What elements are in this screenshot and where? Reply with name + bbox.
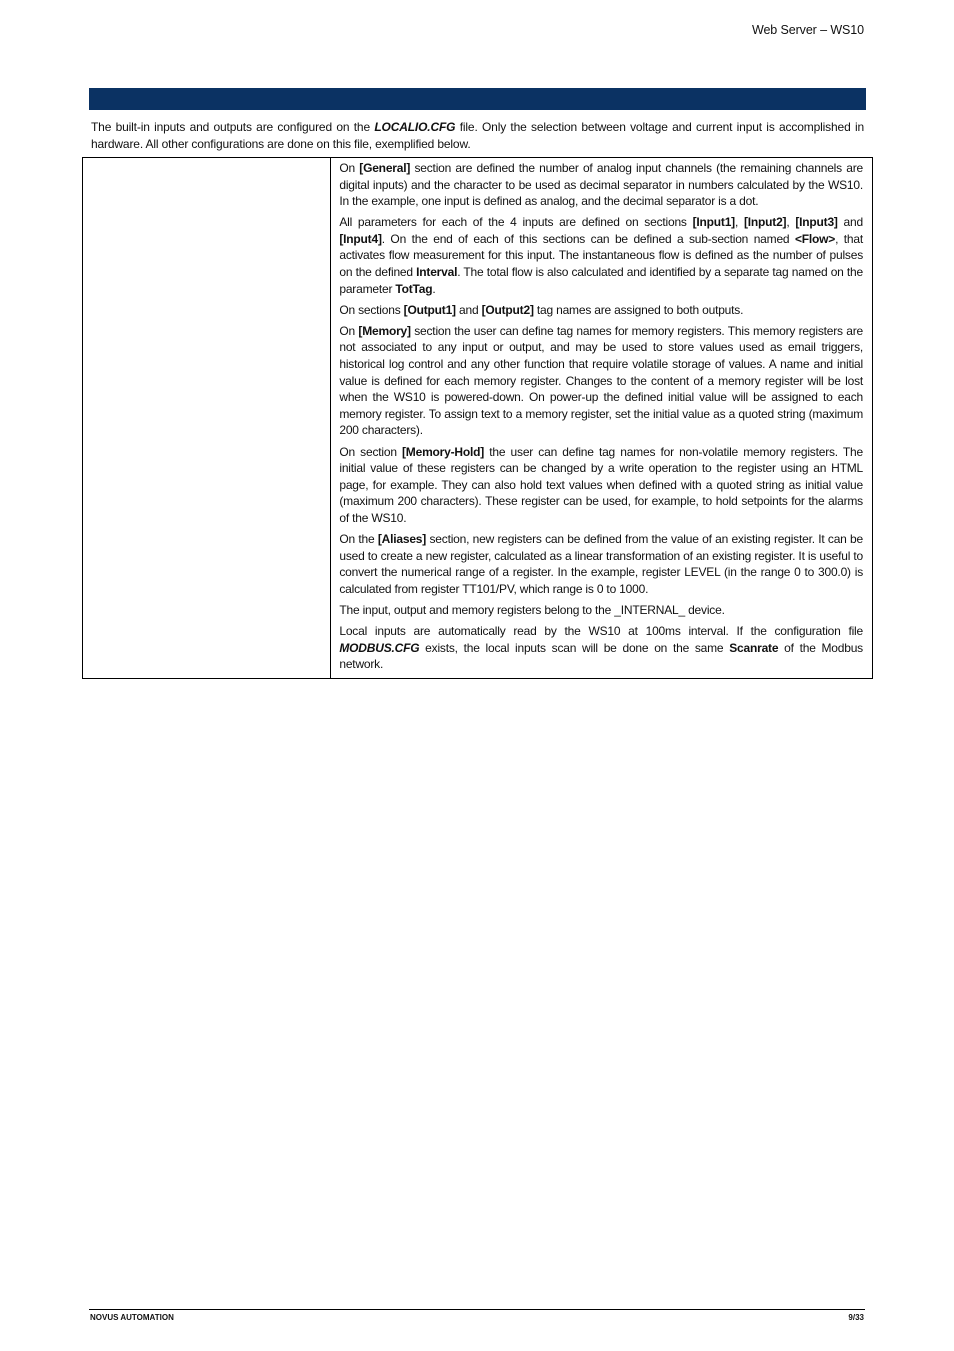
description-column: [331, 158, 872, 678]
keyword-aliases: [Aliases]: [377, 531, 427, 546]
keyword-input3: [Input3]: [795, 215, 838, 230]
text: On the: [339, 531, 378, 546]
text: On sections: [339, 302, 404, 317]
text: the user can define tag names for non-volatile memory registers. The initial value of these registers can be changed by a write operation to the register using an HTML page, for example. They can also hold text values when defined with a quoted string as initial value (maximum 200 characters). These register can be used, for example, to hold setpoints for the alarms of the WS10.: [339, 444, 863, 525]
keyword-memory-hold: [Memory-Hold]: [402, 444, 485, 459]
text: of the Modbus network.: [339, 640, 863, 672]
inputs-paragraph: [339, 214, 863, 297]
text: . The total flow is also calculated and identified by a separate tag named on the parameter: [339, 265, 863, 296]
text: Local inputs are automatically read by the WS10 at 100ms interval. If the configuration file: [339, 623, 863, 638]
scan-paragraph: [339, 623, 863, 673]
text: and: [455, 302, 482, 317]
aliases-paragraph: [339, 531, 863, 597]
footer-page-number: 9/33: [848, 1313, 864, 1322]
text: section, new registers can be defined from the value of an existing register. It can be used to create a new register, calculated as a linear transformation of an existing register. It is useful to convert the numerical range of a register. In the example, register LEVEL (in the range 0 to 300.0) is calculated from register TT101/PV, which range is 0 to 1000.: [339, 531, 863, 596]
text: .: [432, 281, 436, 296]
filename-modbus: MODBUS.CFG: [339, 640, 420, 655]
text: tag names are assigned to both outputs.: [533, 302, 744, 317]
keyword-input2: [Input2]: [743, 215, 787, 230]
text: The input, output and memory registers belong to the _INTERNAL_ device.: [339, 602, 725, 617]
text: section are defined the number of analog input channels (the remaining channels are digital inputs) and the character to be used as decimal separator in numbers calculated by the WS10. In the example, one input is defined as analog, and the decimal separator is a dot.: [339, 161, 863, 209]
text: On: [339, 161, 360, 175]
intro-text: file. Only the selection between voltage and current input is accomplished in hardware. All other configurations are done on this file, exemplified below.: [91, 120, 864, 151]
filename-localio: LOCALIO.CFG: [374, 120, 456, 134]
outputs-paragraph: [339, 302, 863, 319]
internal-device-paragraph: [339, 602, 863, 619]
text: All parameters for each of the 4 inputs are defined on sections: [339, 215, 693, 230]
keyword-output1: [Output1]: [403, 302, 456, 317]
keyword-scanrate: Scanrate: [729, 640, 779, 655]
text: On section: [339, 444, 402, 459]
memory-paragraph: [339, 323, 863, 439]
keyword-memory: [Memory]: [358, 323, 411, 338]
memory-hold-paragraph: [339, 444, 863, 527]
keyword-tottag: TotTag: [395, 281, 433, 296]
keyword-output2: [Output2]: [481, 302, 534, 317]
text: . On the end of each of this sections can be defined a sub-section named: [381, 231, 795, 246]
footer-divider: [89, 1309, 865, 1310]
footer-company: NOVUS AUTOMATION: [90, 1313, 174, 1322]
section-heading-bar: [89, 88, 866, 110]
keyword-general: [General]: [359, 161, 411, 175]
config-table: [82, 157, 873, 679]
text: section the user can define tag names for memory registers. This memory registers are not associated to any input or output, and may be used to store values used as email triggers, historical log control and any other function that require volatile storage of values. A name and initial value is defined for each memory register. Changes to the content of a memory register will be lost when the WS10 is powered-down. On power-up the defined initial value will be assigned to each memory register. To assign text to a memory register, set the initial value as a quoted string (maximum 200 characters).: [339, 323, 863, 438]
text: ,: [786, 215, 796, 230]
intro-paragraph: [91, 119, 864, 153]
keyword-flow: <Flow>: [794, 231, 836, 246]
keyword-interval: Interval: [416, 265, 458, 280]
text: On: [339, 323, 359, 338]
keyword-input4: [Input4]: [339, 231, 382, 246]
text: and: [837, 215, 863, 230]
text: exists, the local inputs scan will be done on the same: [419, 640, 730, 655]
intro-text: The built-in inputs and outputs are configured on the: [91, 120, 375, 134]
text: , that activates flow measurement for this input. The instantaneous flow is defined as the number of pulses on the defined: [339, 231, 864, 280]
keyword-input1: [Input1]: [692, 215, 735, 230]
example-column: [83, 158, 331, 678]
general-paragraph: [339, 160, 863, 210]
text: ,: [734, 215, 744, 230]
document-header-title: Web Server – WS10: [751, 23, 864, 37]
